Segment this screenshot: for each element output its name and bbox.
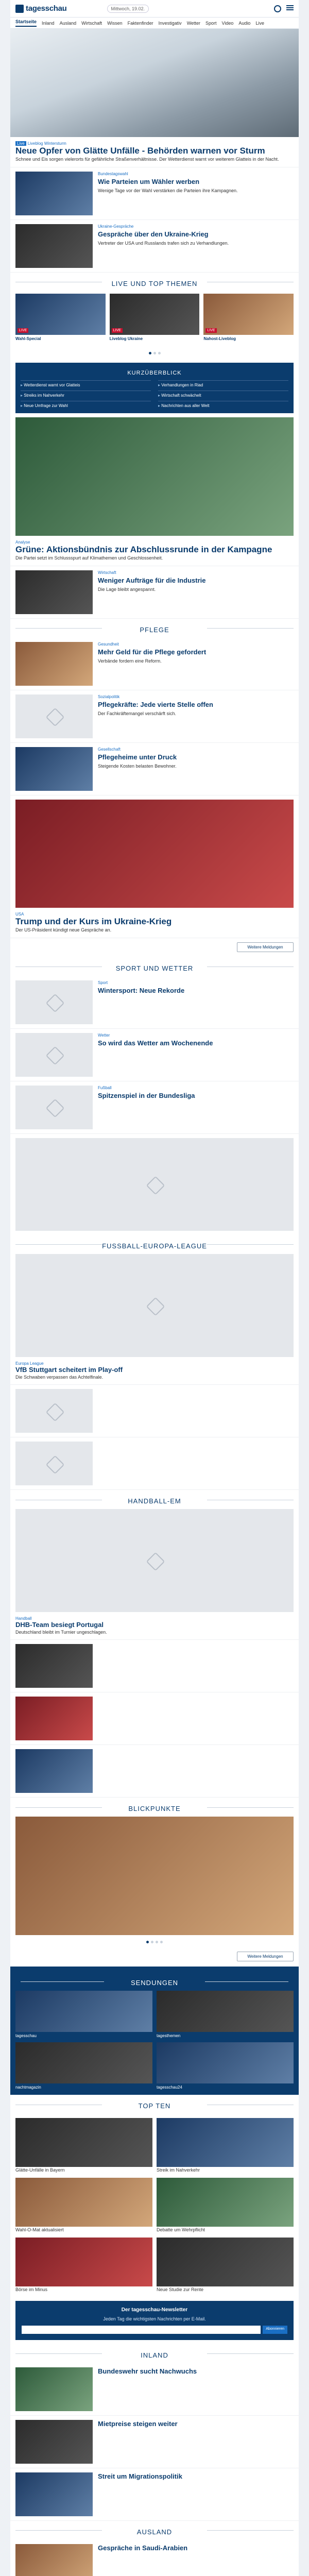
list-item[interactable]: [10, 690, 299, 743]
teaser-image: [15, 642, 93, 686]
sendungen-band: [10, 1967, 299, 2095]
section-title-pflege: PFLEGE: [10, 619, 299, 638]
teaser-headline[interactable]: VfB Stuttgart scheitert im Play-off: [15, 1365, 123, 1374]
list-item[interactable]: [10, 1437, 299, 1490]
teaser-image: [15, 1644, 93, 1688]
live-card[interactable]: [110, 294, 200, 341]
show-image: [15, 2042, 152, 2083]
teaser-image: [15, 1749, 93, 1793]
teaser-text: Verbände fordern eine Reform.: [98, 658, 162, 664]
nav-item[interactable]: Ausland: [59, 20, 77, 26]
nav-item[interactable]: Faktenfinder: [127, 20, 153, 26]
topten-image: [157, 2118, 294, 2167]
teaser-headline[interactable]: Spitzenspiel in der Bundesliga: [98, 1091, 195, 1099]
teaser-image: [15, 747, 93, 791]
topten-image: [157, 2178, 294, 2227]
live-card-image: [203, 294, 294, 335]
show-image: [15, 1991, 152, 2032]
more-button[interactable]: Weitere Meldungen: [237, 1952, 294, 1961]
teaser-headline[interactable]: Streit um Migrationspolitik: [98, 2472, 182, 2480]
live-carousel[interactable]: [10, 292, 299, 346]
topten-item[interactable]: [15, 2178, 152, 2233]
feature-headline[interactable]: Grüne: Aktionsbündnis zur Abschlussrunde in der Kampagne: [15, 544, 272, 554]
list-item[interactable]: [10, 976, 299, 1029]
list-item[interactable]: [10, 2540, 299, 2576]
feature-text: Die Partei setzt im Schlussspurt auf Klimathemen und Geschlossenheit.: [15, 555, 163, 561]
live-badge: LIVE: [112, 328, 123, 333]
topten-image: [15, 2238, 152, 2286]
carousel-dots[interactable]: [10, 1935, 299, 1947]
short-overview-item[interactable]: ▸ Wetterdienst warnt vor Glatteis: [21, 380, 151, 387]
short-overview-title: KURZÜBERBLICK: [127, 369, 182, 376]
more-button[interactable]: Weitere Meldungen: [237, 942, 294, 952]
top-icons: [274, 5, 294, 12]
list-item[interactable]: [10, 638, 299, 690]
list-item[interactable]: [10, 1029, 299, 1081]
section-title-handball: HANDBALL-EM: [10, 1490, 299, 1509]
short-overview-item[interactable]: ▸ Wirtschaft schwächelt: [158, 391, 288, 398]
ad-placeholder: [15, 1138, 294, 1231]
teaser-headline[interactable]: DHB-Team besiegt Portugal: [15, 1621, 104, 1629]
search-icon[interactable]: [274, 5, 281, 12]
teaser-kicker: Wirtschaft: [98, 570, 116, 575]
topten-title: Glätte-Unfälle in Bayern: [15, 2167, 65, 2173]
teaser-image: [15, 1033, 93, 1077]
teaser-text: Vertreter der USA und Russlands trafen sich zu Verhandlungen.: [98, 240, 229, 246]
topten-image: [15, 2178, 152, 2227]
nav-item[interactable]: Audio: [238, 20, 251, 26]
teaser-image: [15, 694, 93, 738]
main-nav: [10, 18, 299, 29]
content-wrap: [10, 0, 299, 2576]
short-overview-item[interactable]: ▸ Nachrichten aus aller Welt: [158, 401, 288, 408]
live-badge: Live: [15, 141, 26, 146]
list-item[interactable]: [10, 1081, 299, 1134]
europa-teaser[interactable]: [10, 1357, 299, 1385]
topten-title: Wahl-O-Mat aktualisiert: [15, 2227, 64, 2232]
blickpunkte-image[interactable]: [15, 1817, 294, 1935]
section-title-live: LIVE UND TOP THEMEN: [10, 273, 299, 292]
show-image: [157, 1991, 294, 2032]
nav-item[interactable]: Startseite: [15, 19, 37, 27]
list-item[interactable]: [10, 1692, 299, 1745]
topten-item[interactable]: [157, 2118, 294, 2174]
show-title: nachtmagazin: [15, 2085, 41, 2090]
nav-item[interactable]: Investigativ: [158, 20, 182, 26]
short-overview-item[interactable]: ▸ Streiks im Nahverkehr: [21, 391, 151, 398]
teaser-image: [15, 1389, 93, 1433]
show-title: tagesschau: [15, 2033, 37, 2039]
feature-teaser[interactable]: [10, 536, 299, 566]
hero-headline[interactable]: Neue Opfer von Glätte Unfälle - Behörden warnen vor Sturm: [15, 146, 265, 156]
list-item[interactable]: [10, 743, 299, 795]
list-item[interactable]: [10, 220, 299, 273]
short-overview-item[interactable]: ▸ Neue Umfrage zur Wahl: [21, 401, 151, 408]
live-badge: LIVE: [205, 328, 216, 333]
topten-item[interactable]: [15, 2118, 152, 2174]
live-card-image: [15, 294, 106, 335]
topten-image: [157, 2238, 294, 2286]
hero-image[interactable]: [10, 29, 299, 137]
teaser-kicker: Bundestagswahl: [98, 171, 128, 176]
handball-teaser[interactable]: [10, 1612, 299, 1640]
teaser-headline[interactable]: Wintersport: Neue Rekorde: [98, 986, 185, 994]
teaser-kicker: USA: [15, 911, 24, 917]
teaser-image: [15, 980, 93, 1024]
topten-title: Streik im Nahverkehr: [157, 2167, 200, 2173]
nav-item[interactable]: Inland: [42, 20, 55, 26]
nav-item[interactable]: Sport: [205, 20, 217, 26]
teaser-image: [15, 172, 93, 215]
section-title-sendungen: SENDUNGEN: [15, 1972, 294, 1991]
list-item[interactable]: [10, 2468, 299, 2521]
feature-image[interactable]: [15, 417, 294, 536]
newsletter-title: Der tagesschau-Newsletter: [121, 2307, 188, 2313]
nav-item[interactable]: Wetter: [186, 20, 201, 26]
site-logo[interactable]: [15, 4, 67, 13]
logo-text: tagesschau: [26, 4, 67, 13]
date-pill: Mittwoch, 19.02.: [107, 5, 149, 13]
teaser-headline[interactable]: Gespräche in Saudi-Arabien: [98, 2544, 188, 2552]
newsletter-text: Jeden Tag die wichtigsten Nachrichten per E-Mail.: [103, 2316, 206, 2322]
teaser-headline[interactable]: Bundeswehr sucht Nachwuchs: [98, 2367, 197, 2375]
teaser-kicker: Fußball: [98, 1085, 112, 1090]
show-title: tagesthemen: [157, 2033, 181, 2039]
list-item[interactable]: [10, 1640, 299, 1692]
nav-item[interactable]: Wissen: [107, 20, 123, 26]
show-card[interactable]: [157, 2042, 294, 2090]
teaser-kicker: Ukraine-Gespräche: [98, 224, 134, 229]
topten-title: Börse im Minus: [15, 2286, 48, 2292]
teaser-image: [15, 1086, 93, 1129]
teaser-headline[interactable]: So wird das Wetter am Wochenende: [98, 1039, 213, 1047]
teaser-image: [15, 2472, 93, 2516]
teaser-headline[interactable]: Pflegeheime unter Druck: [98, 753, 177, 761]
teaser-image: [15, 2420, 93, 2464]
europa-image[interactable]: [15, 1254, 294, 1357]
teaser-text: Die Schwaben verpassen das Achtelfinale.: [15, 1374, 104, 1380]
section-title-europa: FUSSBALL-EUROPA-LEAGUE: [10, 1235, 299, 1254]
teaser-headline[interactable]: Mietpreise steigen weiter: [98, 2419, 178, 2428]
topten-title: Neue Studie zur Rente: [157, 2286, 204, 2292]
teaser-image: [15, 1697, 93, 1740]
kicker-text: Liveblog Wintersturm: [27, 141, 66, 146]
list-item[interactable]: [10, 1745, 299, 1798]
section-title-inland: INLAND: [10, 2344, 299, 2363]
teaser-kicker: Handball: [15, 1616, 32, 1621]
teaser-image: [15, 1442, 93, 1485]
topten-grid: [10, 2114, 299, 2297]
teaser-kicker: Gesundheit: [98, 641, 119, 647]
teaser-text: Steigende Kosten belasten Bewohner.: [98, 763, 177, 769]
hero-kicker: [15, 141, 294, 146]
teaser-headline[interactable]: Trump und der Kurs im Ukraine-Krieg: [15, 916, 172, 926]
teaser-text: Der US-Präsident kündigt neue Gespräche an.: [15, 927, 112, 933]
carousel-dots[interactable]: [10, 346, 299, 359]
topten-image: [15, 2118, 152, 2167]
handball-image[interactable]: [15, 1509, 294, 1612]
top-bar: [10, 0, 299, 18]
show-image: [157, 2042, 294, 2083]
teaser-headline[interactable]: Wie Parteien um Wähler werben: [98, 177, 200, 185]
list-item[interactable]: [10, 566, 299, 619]
list-item[interactable]: [10, 2363, 299, 2416]
short-overview-box: [15, 363, 294, 413]
show-card[interactable]: [15, 1991, 152, 2038]
trump-image[interactable]: [15, 800, 294, 908]
show-title: tagesschau24: [157, 2085, 182, 2090]
feature-kicker: Analyse: [15, 539, 30, 545]
short-overview-item[interactable]: ▸ Verhandlungen in Riad: [158, 380, 288, 387]
teaser-kicker: Sport: [98, 980, 108, 985]
teaser-kicker: Sozialpolitik: [98, 694, 120, 699]
teaser-headline[interactable]: Mehr Geld für die Pflege gefordert: [98, 648, 207, 656]
teaser-headline[interactable]: Gespräche über den Ukraine-Krieg: [98, 230, 209, 238]
teaser-image: [15, 224, 93, 268]
section-title-blickpunkte: BLICKPUNKTE: [10, 1798, 299, 1817]
section-title-topten: TOP TEN: [10, 2095, 299, 2114]
teaser-text: Deutschland bleibt im Turnier ungeschlagen.: [15, 1629, 107, 1635]
newsletter-email-field[interactable]: [22, 2326, 261, 2334]
live-card[interactable]: [15, 294, 106, 341]
hero-teaser[interactable]: [10, 137, 299, 167]
topten-item[interactable]: [15, 2238, 152, 2293]
show-card[interactable]: [157, 1991, 294, 2038]
topten-item[interactable]: [157, 2238, 294, 2293]
teaser-image: [15, 2544, 93, 2576]
teaser-image: [15, 2367, 93, 2411]
live-card-title: Nahost-Liveblog: [203, 336, 236, 341]
newsletter-subscribe-button[interactable]: Abonnieren: [263, 2326, 287, 2334]
live-card-title: Liveblog Ukraine: [109, 336, 143, 341]
teaser-kicker: Wetter: [98, 1032, 110, 1038]
list-item[interactable]: [10, 2416, 299, 2468]
live-card[interactable]: [203, 294, 294, 341]
list-item[interactable]: [10, 167, 299, 220]
menu-icon[interactable]: [286, 5, 294, 10]
hero-text: Schnee und Eis sorgen vielerorts für gefährliche Straßenverhältnisse. Der Wetterdienst warnt vor weiterem Glatteis in der Nacht.: [15, 157, 279, 162]
trump-teaser[interactable]: [10, 908, 299, 938]
teaser-text: Der Fachkräftemangel verschärft sich.: [98, 710, 177, 716]
live-card-title: Wahl-Special: [15, 336, 41, 341]
show-card[interactable]: [15, 2042, 152, 2090]
nav-item[interactable]: Video: [221, 20, 234, 26]
teaser-text: Die Lage bleibt angespannt.: [98, 586, 156, 592]
logo-mark: [15, 5, 24, 13]
topten-title: Debatte um Wehrpflicht: [157, 2227, 205, 2232]
teaser-headline[interactable]: Weniger Aufträge für die Industrie: [98, 576, 206, 584]
teaser-image: [15, 570, 93, 614]
nav-item[interactable]: Wirtschaft: [81, 20, 102, 26]
teaser-headline[interactable]: Pflegekräfte: Jede vierte Stelle offen: [98, 700, 213, 708]
nav-item[interactable]: Live: [255, 20, 264, 26]
newsletter-box: [15, 2301, 294, 2340]
teaser-kicker: Europa League: [15, 1361, 44, 1366]
topten-item[interactable]: [157, 2178, 294, 2233]
section-title-ausland: AUSLAND: [10, 2521, 299, 2540]
list-item[interactable]: [10, 1385, 299, 1437]
live-badge: LIVE: [18, 328, 28, 333]
teaser-kicker: Gesellschaft: [98, 747, 121, 752]
live-card-image: [110, 294, 200, 335]
teaser-text: Wenige Tage vor der Wahl verstärken die Parteien ihre Kampagnen.: [98, 188, 238, 193]
section-title-sport: SPORT UND WETTER: [10, 957, 299, 976]
